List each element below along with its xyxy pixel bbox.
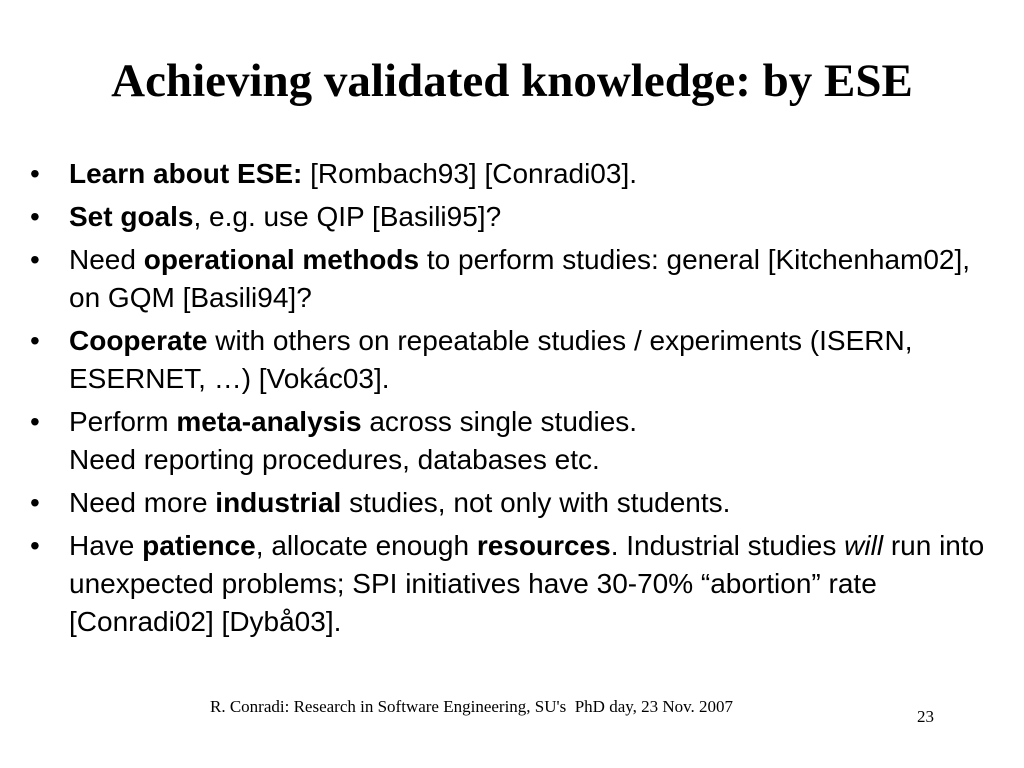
page-number: 23 <box>917 707 934 726</box>
bullet-bold-text: Cooperate <box>69 325 208 356</box>
bullet-bold-text: patience <box>142 530 256 561</box>
bullet-text: to perform studies: general [Kitchenham02], on GQM [Basili94]? <box>69 244 971 313</box>
bullet-text: , e.g. use QIP [Basili95]? <box>193 201 502 232</box>
bullet-cooperate <box>30 322 1005 398</box>
slide-title: Achieving validated knowledge: by ESE <box>111 55 913 107</box>
bullet-operational-methods <box>30 241 1005 317</box>
bullet-text: across single studies. <box>361 406 638 437</box>
bullet-marker: • <box>30 325 40 356</box>
bullet-text: with others on repeatable studies / experiments (ISERN, ESERNET, …) [Vokác03]. <box>69 325 913 394</box>
bullet-text: Perform <box>69 406 177 437</box>
bullet-marker: • <box>30 406 40 437</box>
bullet-text: . Industrial studies <box>610 530 845 561</box>
bullet-bold-text: resources <box>476 530 611 561</box>
bullet-list <box>30 155 1005 646</box>
bullet-italic-text: will <box>844 530 884 561</box>
bullet-patience <box>30 527 1005 641</box>
bullet-marker: • <box>30 201 40 232</box>
bullet-meta-analysis <box>30 403 1005 479</box>
bullet-marker: • <box>30 487 40 518</box>
bullet-text: Need more <box>69 487 216 518</box>
bullet-bold-text: Learn about ESE: <box>69 158 303 189</box>
bullet-marker: • <box>30 158 40 189</box>
bullet-text: Have <box>69 530 143 561</box>
bullet-text: [Rombach93] [Conradi03]. <box>302 158 638 189</box>
bullet-marker: • <box>30 530 40 561</box>
bullet-text: studies, not only with students. <box>341 487 731 518</box>
bullet-text: Need <box>69 244 144 275</box>
bullet-industrial <box>30 484 1005 522</box>
bullet-marker: • <box>30 244 40 275</box>
bullet-bold-text: industrial <box>215 487 342 518</box>
slide-footer: R. Conradi: Research in Software Engineering, SU's PhD day, 23 Nov. 2007 <box>210 697 734 716</box>
bullet-bold-text: operational methods <box>143 244 420 275</box>
bullet-text: , allocate enough <box>255 530 477 561</box>
bullet-learn-about-ese <box>30 155 1005 193</box>
bullet-set-goals <box>30 198 1005 236</box>
bullet-text: run into unexpected problems; SPI initiatives have 30-70% “abortion” rate [Conradi02] [Dybå03]. <box>69 530 985 637</box>
bullet-text-line2: Need reporting procedures, databases etc. <box>69 444 600 475</box>
bullet-bold-text: Set goals <box>69 201 194 232</box>
bullet-bold-text: meta-analysis <box>176 406 362 437</box>
